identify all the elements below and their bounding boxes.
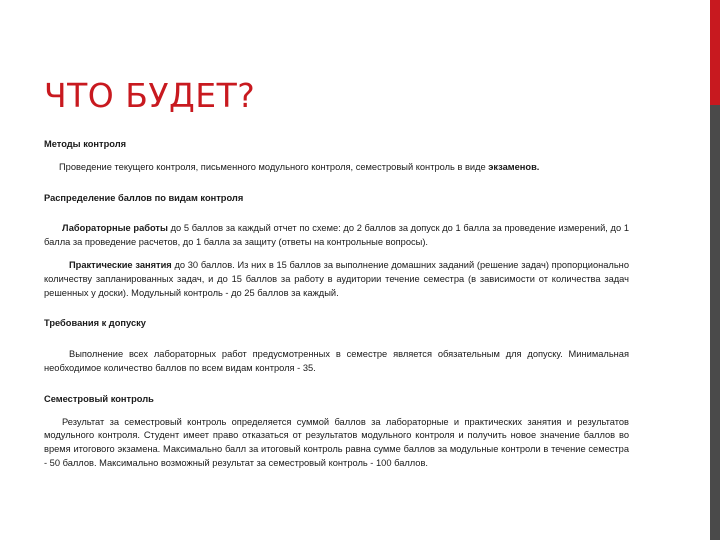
side-bar-accent — [710, 0, 720, 105]
methods-heading: Методы контроля — [44, 139, 127, 149]
semester-paragraph: Результат за семестровый контроль определяется суммой баллов за лабораторные и практических занятия и результатов модульного контроля. Студент имеет право отказаться от результатов модульного контроля и получить новое значение баллов во время итогового экзамена. Максимально балл за итоговый контроль равна сумме баллов за модульные контроли в течение семестра - 50 баллов. Максимально возможный результат за семестровый контроль - 100 баллов. — [44, 416, 629, 468]
semester-heading: Семестровый контроль — [44, 393, 154, 404]
methods-text: Проведение текущего контроля, письменного модульного контроля, семестровый контроль в виде — [59, 161, 489, 172]
labs-text: до 5 баллов за каждый отчет по схеме: до 2 баллов за допуск до 1 балла за проведение измерений, до 1 балла за проведение расчетов, до 1 балла за защиту (ответы на контрольные вопросы). — [44, 223, 629, 248]
slide-side-bar — [710, 0, 720, 540]
distribution-heading: Распределение баллов по видам контроля — [44, 192, 244, 203]
labs-label: Лабораторные работы — [62, 223, 168, 234]
requirements-heading: Требования к допуску — [44, 318, 146, 329]
practice-label: Практические занятия — [69, 259, 172, 270]
labs-paragraph — [44, 222, 629, 250]
slide-body — [44, 138, 629, 471]
practice-text: до 30 баллов. Из них в 15 баллов за выполнение домашних заданий (решение задач) пропорционально количеству запланированных задач, и до 15 баллов за работу в аудитории течение семестра (в зависимости от количества задач решенных у доски). Модульный контроль - до 25 баллов за каждый. — [44, 259, 629, 298]
requirements-paragraph: Выполнение всех лабораторных работ предусмотренных в семестре является обязательным для допуску. Минимальная необходимое количество баллов по всем видам контроля - 35. — [44, 349, 629, 373]
methods-bold-text: экзаменов. — [488, 161, 540, 172]
methods-paragraph — [44, 161, 629, 175]
practice-paragraph — [44, 259, 629, 300]
slide-title: ЧТО БУДЕТ? — [44, 76, 256, 115]
